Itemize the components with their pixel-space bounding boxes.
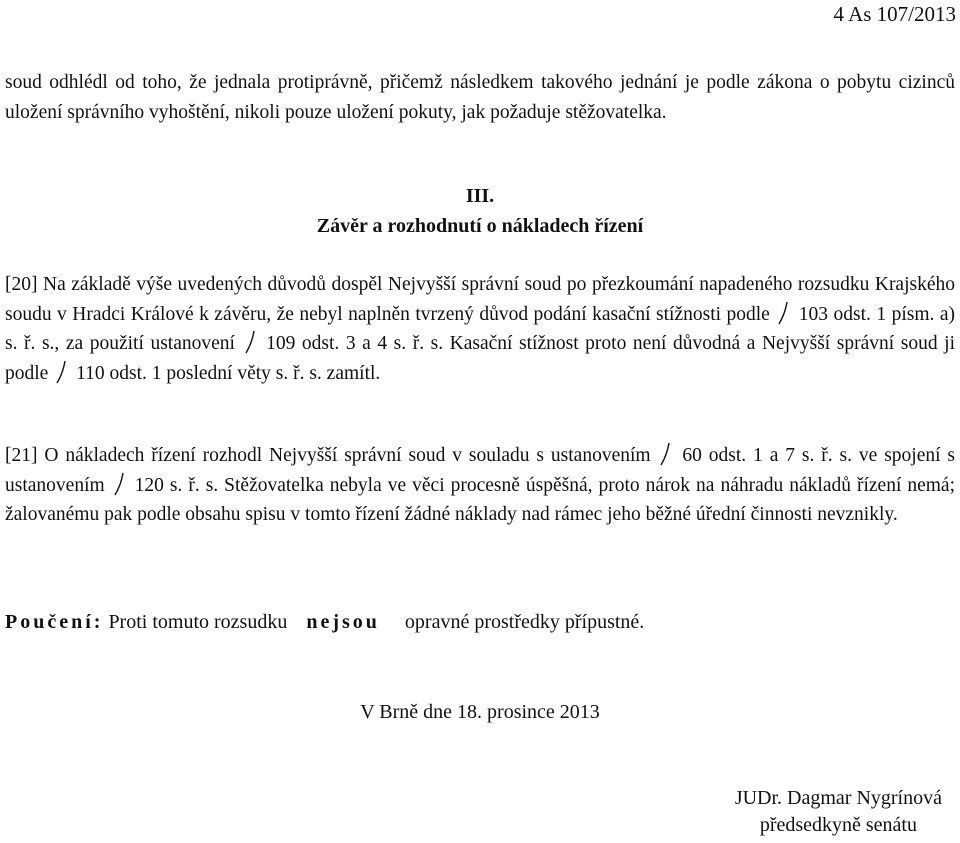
instruction-negation: nejsou — [306, 611, 380, 633]
instruction-text-after: opravné prostředky přípustné. — [404, 611, 645, 633]
section-mark-icon — [657, 441, 675, 467]
section-number: III. — [465, 185, 495, 207]
paragraph-20 — [5, 270, 955, 388]
section-mark-icon — [111, 471, 129, 497]
section-title: Závěr a rozhodnutí o nákladech řízení — [316, 215, 644, 237]
paragraph-20-part-4: 110 odst. 1 poslední věty s. ř. s. zamítl. — [71, 362, 381, 384]
case-reference: 4 As 107/2013 — [833, 2, 956, 26]
signature-block — [735, 785, 942, 839]
paragraph-20-part-2: 103 odst. 1 písm. a) s. ř. s., za použití ustanovení — [5, 303, 955, 354]
paragraph-20-part-3: 109 odst. 3 a 4 s. ř. s. Kasační stížnost proto není důvodná a Nejvyšší správní soud ji podle — [5, 333, 955, 384]
paragraph-21-part-2: 60 odst. 1 a 7 s. ř. s. ve spojení s ustanovením — [5, 445, 956, 496]
instruction-line — [5, 611, 644, 634]
place-date: V Brně dne 18. prosince 2013 — [360, 701, 600, 723]
intro-paragraph: soud odhlédl od toho, že jednala protiprávně, přičemž následkem takového jednání je podle zákona o pobytu cizinců uložení správního vyhoštění, nikoli pouze uložení pokuty, jak požaduje stěžovatelka. — [5, 72, 955, 123]
paragraph-21-part-1: [21] O nákladech řízení rozhodl Nejvyšší správní soud v souladu s ustanovením — [5, 445, 658, 466]
signatory-name: JUDr. Dagmar Nygrínová — [734, 787, 942, 809]
section-mark-icon — [53, 359, 71, 385]
signatory-role: předsedkyně senátu — [759, 814, 917, 836]
instruction-text-before: Proti tomuto rozsudku — [108, 611, 288, 633]
paragraph-21 — [5, 441, 955, 530]
instruction-label: Poučení: — [5, 611, 104, 633]
section-mark-icon — [242, 329, 260, 355]
section-mark-icon — [775, 300, 793, 326]
paragraph-20-part-1: [20] Na základě výše uvedených důvodů dospěl Nejvyšší správní soud po přezkoumání napadeného rozsudku Krajského soudu v Hradci Králové k závěru, že nebyl naplněn tvrzený důvod podání kasační stížnosti podle — [5, 274, 955, 325]
paragraph-21-part-3: 120 s. ř. s. Stěžovatelka nebyla ve věci procesně úspěšná, proto nárok na náhradu nákladů řízení nemá; žalovanému pak podle obsahu spisu v tomto řízení žádné náklady nad rámec jeho běžné úřední činnosti nevznikly. — [5, 474, 955, 525]
